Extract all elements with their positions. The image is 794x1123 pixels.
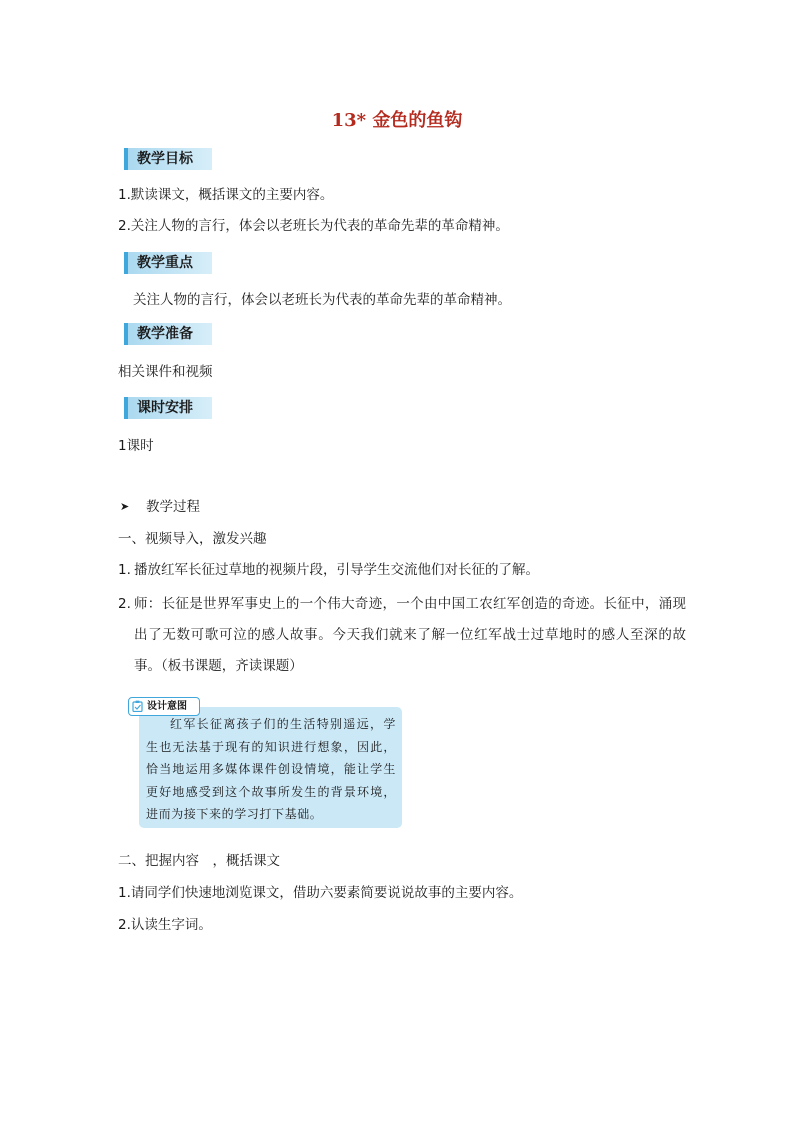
item-number: 1. (118, 562, 131, 578)
section-heading-preparation (124, 323, 212, 345)
section-heading-schedule (124, 397, 212, 419)
item-text: 师：长征是世界军事史上的一个伟大奇迹，一个由中国工农红军创造的奇迹。长征中，涌现出了无数可歌可泣的感人故事。今天我们就来了解一位红军战士过草地时的感人至深的故事。（板书课题，齐读课题） (134, 596, 686, 674)
section-heading-key-points (124, 252, 212, 274)
item-number: 2. (118, 596, 131, 612)
heading-accent-bar (124, 397, 128, 419)
process-item: 1.请同学们快速地浏览课文，借助六要素简要说说故事的主要内容。 (118, 885, 523, 901)
heading-label: 教学重点 (137, 255, 193, 271)
arrow-bullet-icon: ➤ (120, 500, 130, 513)
process-part2-title: 二、把握内容 ，概括课文 (118, 853, 280, 869)
design-intent-text: 红军长征离孩子们的生活特别遥远，学生也无法基于现有的知识进行想象，因此，恰当地运用多媒体课件创设情境，能让学生更好地感受到这个故事所发生的背景环境，进而为接下来的学习打下基础。 (146, 717, 396, 821)
process-part1-title: 一、视频导入，激发兴趣 (118, 531, 267, 547)
process-item (118, 555, 686, 586)
heading-accent-bar (124, 252, 128, 274)
heading-label: 教学目标 (137, 151, 193, 167)
process-item (118, 589, 686, 682)
design-intent-label: 设计意图 (147, 701, 187, 712)
heading-label: 教学准备 (137, 326, 193, 342)
preparation-text: 相关课件和视频 (118, 364, 213, 380)
lesson-title: 13* 金色的鱼钩 (331, 110, 463, 131)
goal-item: 2.关注人物的言行，体会以老班长为代表的革命先辈的革命精神。 (118, 218, 509, 234)
heading-accent-bar (124, 323, 128, 345)
clipboard-icon (132, 700, 143, 712)
process-item: 2.认读生字词。 (118, 917, 212, 933)
heading-label: 课时安排 (137, 400, 193, 416)
section-heading-goals (124, 148, 212, 170)
item-text: 播放红军长征过草地的视频片段，引导学生交流他们对长征的了解。 (134, 562, 539, 578)
heading-accent-bar (124, 148, 128, 170)
key-point-text: 关注人物的言行，体会以老班长为代表的革命先辈的革命精神。 (133, 292, 511, 308)
goal-item: 1.默读课文，概括课文的主要内容。 (118, 187, 334, 203)
schedule-text: 1课时 (118, 438, 154, 454)
process-heading: 教学过程 (146, 499, 200, 515)
